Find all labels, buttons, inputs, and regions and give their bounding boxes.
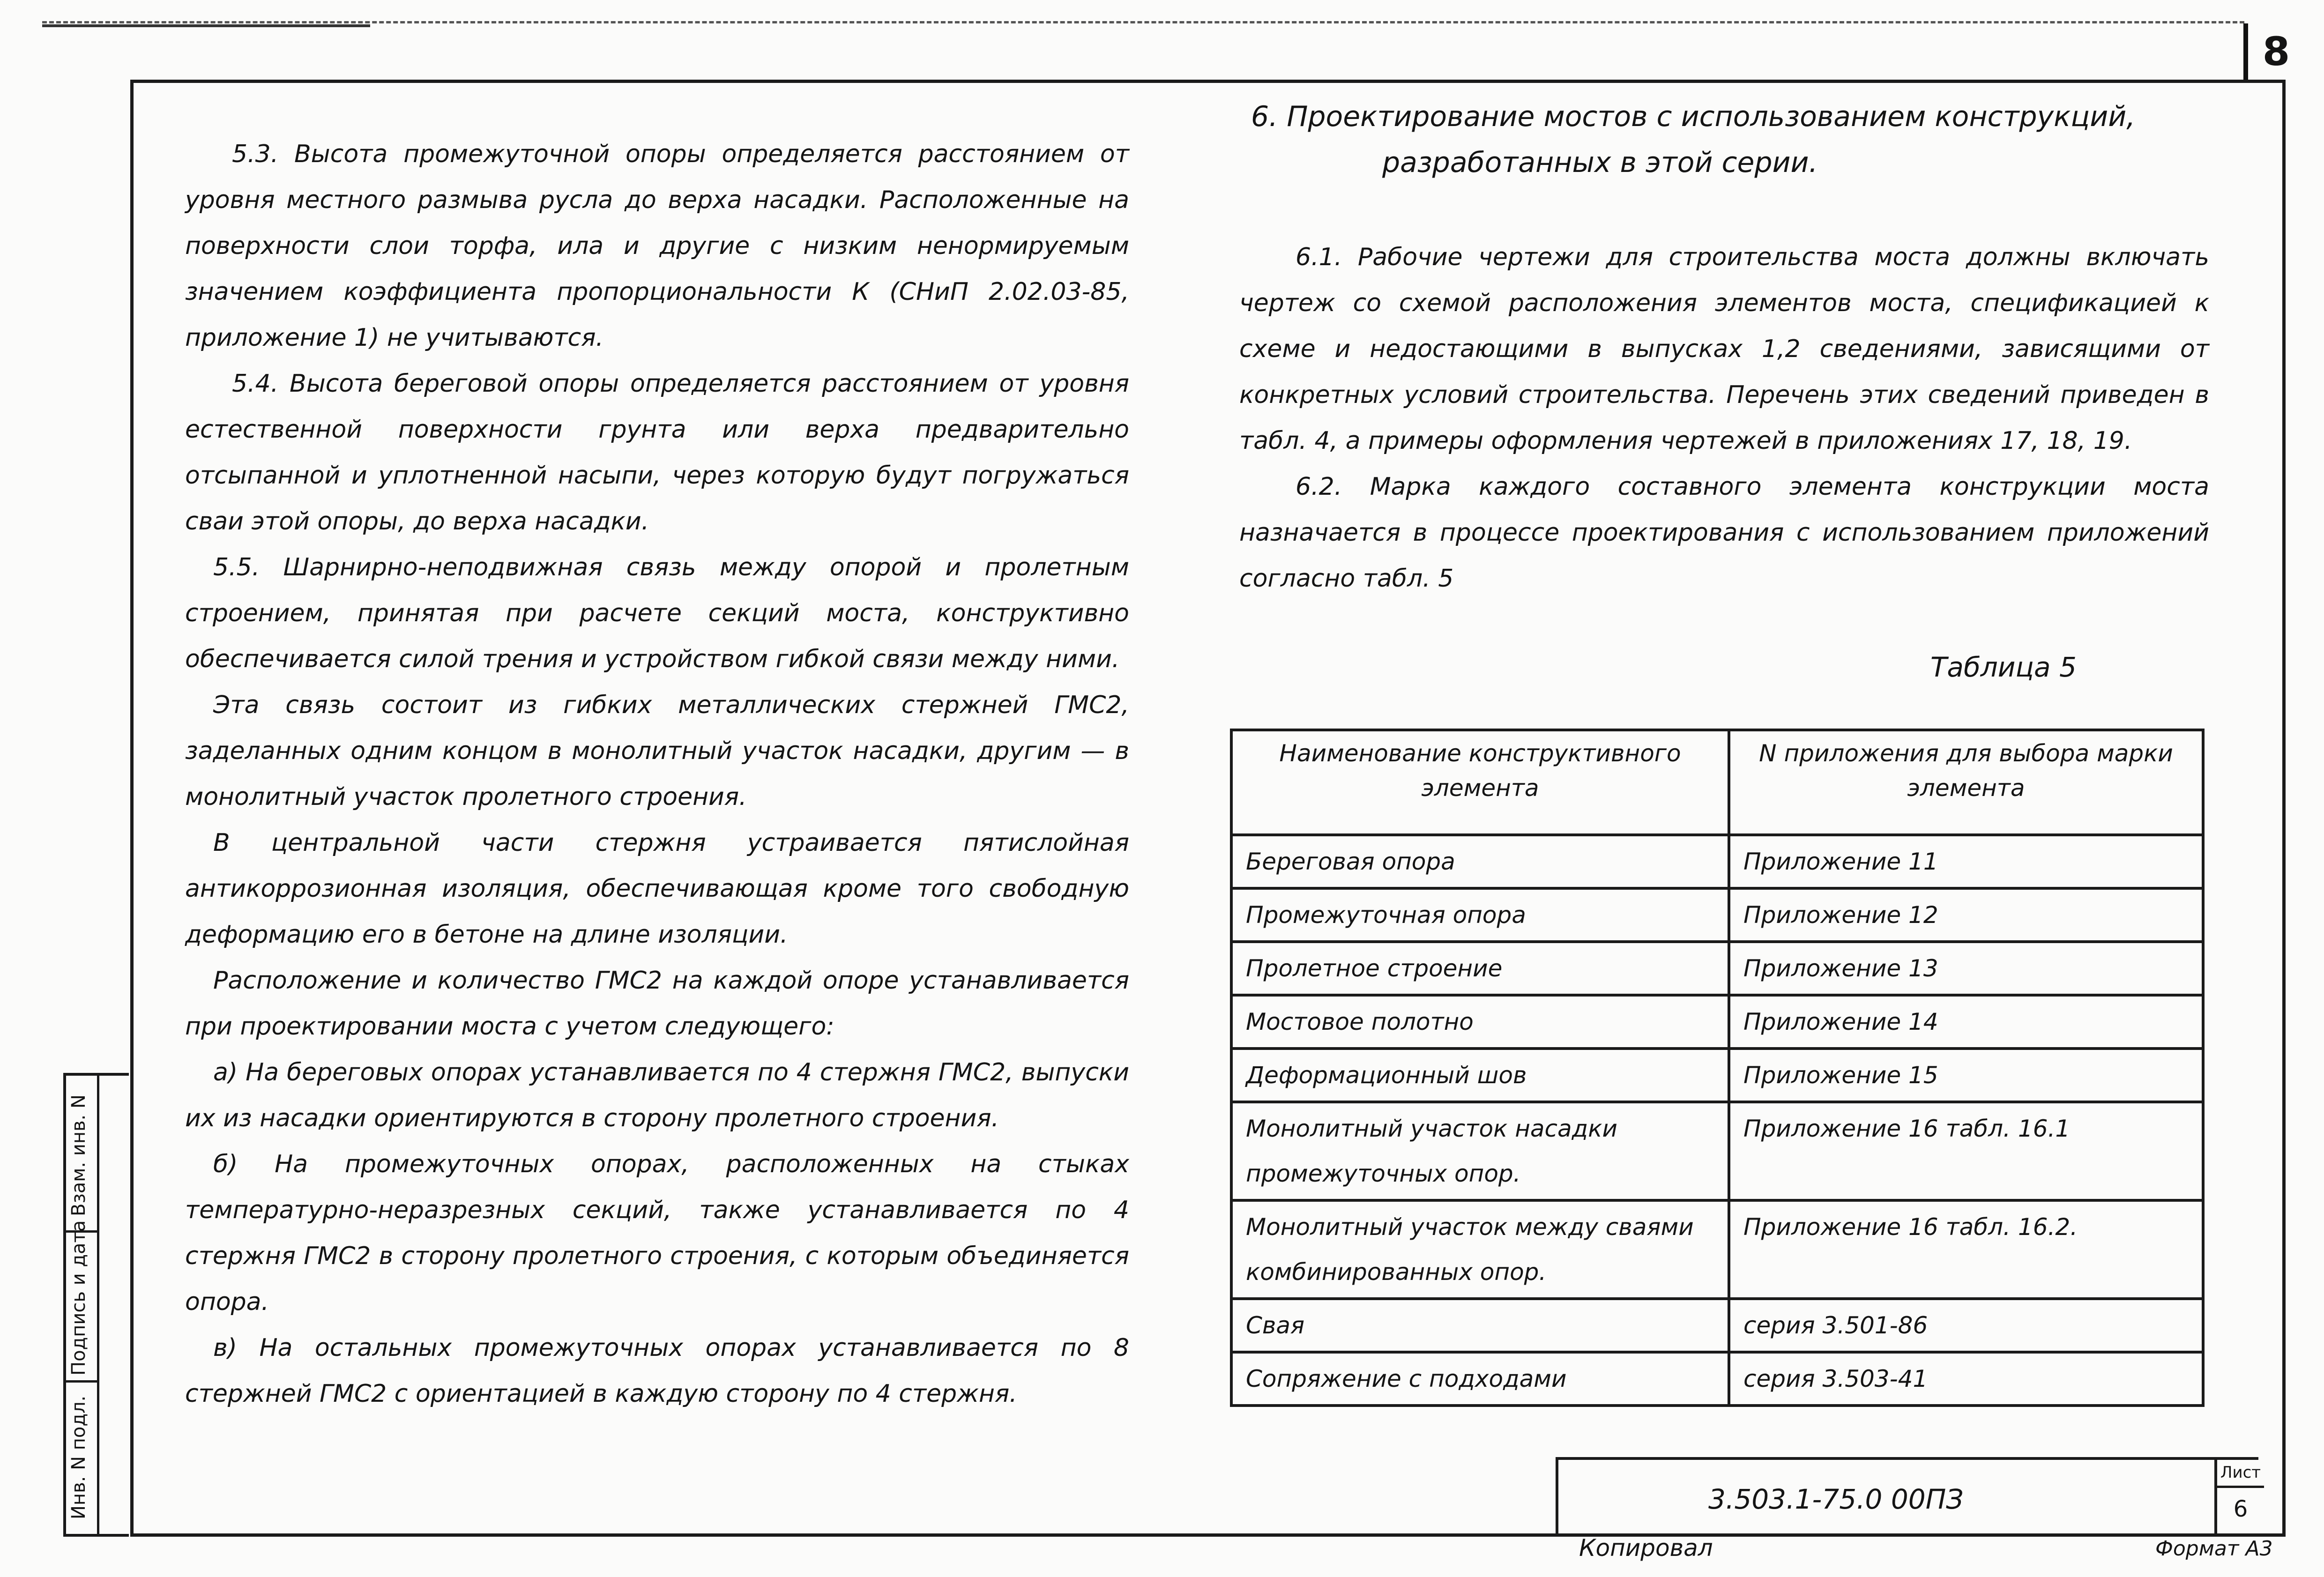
table-5: [1230, 729, 2205, 1407]
table-cell-element: Береговая опора: [1231, 835, 1729, 888]
table-row: [1231, 1200, 2203, 1299]
table-cell-element: Свая: [1231, 1299, 1729, 1352]
table-header-appendix: N приложения для выбора марки элемента: [1729, 730, 2203, 835]
table-cell-element: Монолитный участок насадки промежуточных опор.: [1231, 1102, 1729, 1200]
table-row: [1231, 1299, 2203, 1352]
top-rule-solid: [42, 24, 370, 27]
table-caption: Таблица 5: [1930, 651, 2077, 683]
table-row: [1231, 835, 2203, 888]
table-row: [1231, 888, 2203, 942]
table-cell-appendix: серия 3.501-86: [1729, 1299, 2203, 1352]
table-cell-element: Пролетное строение: [1231, 942, 1729, 995]
side-title-strip: [63, 1073, 129, 1537]
format-label: Формат А3: [2155, 1537, 2273, 1561]
table-cell-element: Мостовое полотно: [1231, 995, 1729, 1049]
section-6-title: [1251, 94, 2212, 186]
paragraph-6-1: 6.1. Рабочие чертежи для строительства моста должны включать чертеж со схемой расположения элементов моста, спецификацией к схеме и недостающими в выпусках 1,2 сведениями, зависящими от конкретных условий строительства. Перечень этих сведений приведен в табл. 4, а примеры оформления чертежей в приложениях 17, 18, 19.: [1239, 243, 2209, 455]
paragraph-6-2: 6.2. Марка каждого составного элемента конструкции моста назначается в процессе проектирования с использованием приложений согласно табл. 5: [1239, 473, 2209, 593]
document-code: 3.503.1-75.0 00ПЗ: [1708, 1483, 1964, 1515]
top-rule: [42, 21, 2244, 23]
table-cell-appendix: Приложение 16 табл. 16.1: [1729, 1102, 2203, 1200]
table-row: [1231, 995, 2203, 1049]
table-cell-appendix: Приложение 13: [1729, 942, 2203, 995]
paragraph-5-3: 5.3. Высота промежуточной опоры определяется расстоянием от уровня местного размыва русла до верха насадки. Расположенные на поверхности слои торфа, ила и другие с низким ненормируемым значением коэффициента пропорциональности К (СНиП 2.02.03-85, приложение 1) не учитываются.: [185, 140, 1129, 352]
table-row: [1231, 1352, 2203, 1406]
sheet-cell: [2214, 1460, 2264, 1537]
sheet-value: 6: [2233, 1496, 2248, 1522]
table-cell-element: Промежуточная опора: [1231, 888, 1729, 942]
section-title-line2: разработанных в этой серии.: [1382, 146, 1818, 179]
paragraph-link-description: Эта связь состоит из гибких металлических стержней ГМС2, заделанных одним концом в монолитный участок насадки, другим — в монолитный участок пролетного строения.: [185, 691, 1129, 811]
table-header-row: [1231, 730, 2203, 835]
table-header-element: Наименование конструктивного элемента: [1231, 730, 1729, 835]
table-cell-appendix: Приложение 15: [1729, 1049, 2203, 1102]
sheet-number: 8: [2243, 23, 2304, 80]
table-row: [1231, 942, 2203, 995]
title-block-stamp: [1556, 1457, 2261, 1537]
table-cell-element: Сопряжение с подходами: [1231, 1352, 1729, 1406]
side-cell-inv: Инв. N подл.: [68, 1395, 89, 1520]
table-cell-element: Монолитный участок между сваями комбинированных опор.: [1231, 1200, 1729, 1299]
section-title-line1: 6. Проектирование мостов с использованием конструкций,: [1251, 100, 2136, 133]
paragraph-5-5: 5.5. Шарнирно-неподвижная связь между опорой и пролетным строением, принятая при расчете секций моста, конструктивно обеспечивается силой трения и устройством гибкой связи между ними.: [185, 553, 1129, 673]
paragraph-5-4: 5.4. Высота береговой опоры определяется расстоянием от уровня естественной поверхности грунта или верха предварительно отсыпанной и уплотненной насыпи, через которую будут погружаться сваи этой опоры, до верха насадки.: [185, 370, 1129, 536]
table-cell-appendix: Приложение 14: [1729, 995, 2203, 1049]
copied-by-label: Копировал: [1579, 1534, 1713, 1562]
table-cell-appendix: Приложение 11: [1729, 835, 2203, 888]
table-cell-element: Деформационный шов: [1231, 1049, 1729, 1102]
table-cell-appendix: Приложение 12: [1729, 888, 2203, 942]
table-row: [1231, 1102, 2203, 1200]
side-cell-signature: Подпись и дата: [68, 1220, 89, 1376]
side-cell-vzam: Взам. инв. N: [68, 1094, 89, 1216]
paragraph-insulation: В центральной части стержня устраивается пятислойная антикоррозионная изоляция, обеспечивающая кроме того свободную деформацию его в бетоне на длине изоляции.: [185, 829, 1129, 949]
paragraph-placement: Расположение и количество ГМС2 на каждой опоре устанавливается при проектировании моста с учетом следующего:: [185, 967, 1129, 1041]
left-text-column: [185, 131, 1129, 1417]
paragraph-item-b: б) На промежуточных опорах, расположенных на стыках температурно-неразрезных секций, также устанавливается по 4 стержня ГМС2 в сторону пролетного строения, с которым объединяется опора.: [185, 1150, 1129, 1316]
table-row: [1231, 1049, 2203, 1102]
table-cell-appendix: Приложение 16 табл. 16.2.: [1729, 1200, 2203, 1299]
table-cell-appendix: серия 3.503-41: [1729, 1352, 2203, 1406]
paragraph-item-v: в) На остальных промежуточных опорах устанавливается по 8 стержней ГМС2 с ориентацией в каждую сторону по 4 стержня.: [185, 1334, 1129, 1408]
paragraph-item-a: а) На береговых опорах устанавливается по 4 стержня ГМС2, выпуски их из насадки ориентируются в сторону пролетного строения.: [185, 1058, 1129, 1132]
sheet-label: Лист: [2217, 1460, 2264, 1488]
right-text-column: [1239, 234, 2209, 602]
